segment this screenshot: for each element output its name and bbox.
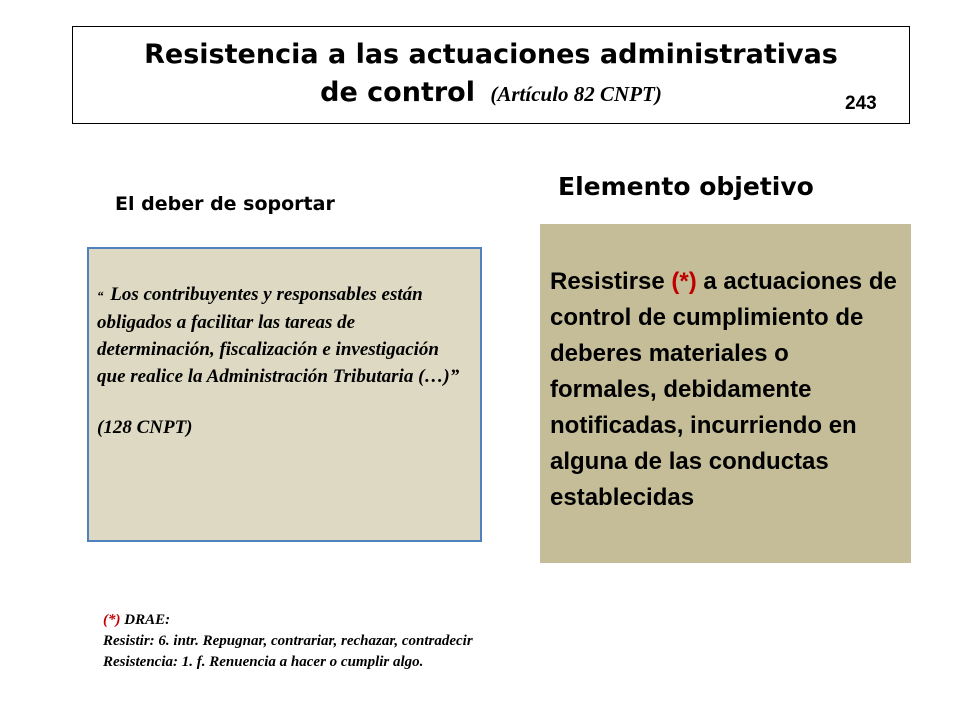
footnote xyxy=(103,610,473,673)
quote-text: Los contribuyentes y responsables están obligados a facilitar las tareas de determinación, fiscalización e investigación que realice la Administración Tributaria (…)” xyxy=(97,284,460,387)
quote-citation: (128 CNPT) xyxy=(97,417,193,438)
quote-open-mark: “ xyxy=(97,288,104,303)
definition-footnote-marker: (*) xyxy=(671,268,697,295)
page-title-line1: Resistencia a las actuaciones administrativas xyxy=(144,39,838,70)
page-title-line2-text: de control xyxy=(320,77,475,108)
definition-text-end: a actuaciones de control de cumplimiento de deberes materiales o formales, debidamente notificadas, incurriendo en alguna de las conductas establecidas xyxy=(550,268,897,511)
title-box xyxy=(72,26,910,124)
footnote-resistencia: Resistencia: 1. f. Renuencia a hacer o cumplir algo. xyxy=(103,654,424,670)
definition-box xyxy=(540,224,911,563)
footnote-source: DRAE: xyxy=(120,612,171,628)
footnote-source-line xyxy=(103,610,473,631)
page-title-line2 xyxy=(73,77,909,108)
article-reference: (Artículo 82 CNPT) xyxy=(490,82,662,106)
deber-soportar-heading: El deber de soportar xyxy=(115,193,335,215)
elemento-objetivo-heading: Elemento objetivo xyxy=(558,172,814,201)
footnote-marker: (*) xyxy=(103,612,121,628)
page-number: 243 xyxy=(845,93,877,114)
footnote-resistir: Resistir: 6. intr. Repugnar, contrariar, rechazar, contradecir xyxy=(103,633,473,649)
quote-box xyxy=(87,247,482,542)
definition-text-start: Resistirse xyxy=(550,268,672,295)
quote-text-block xyxy=(97,281,460,390)
